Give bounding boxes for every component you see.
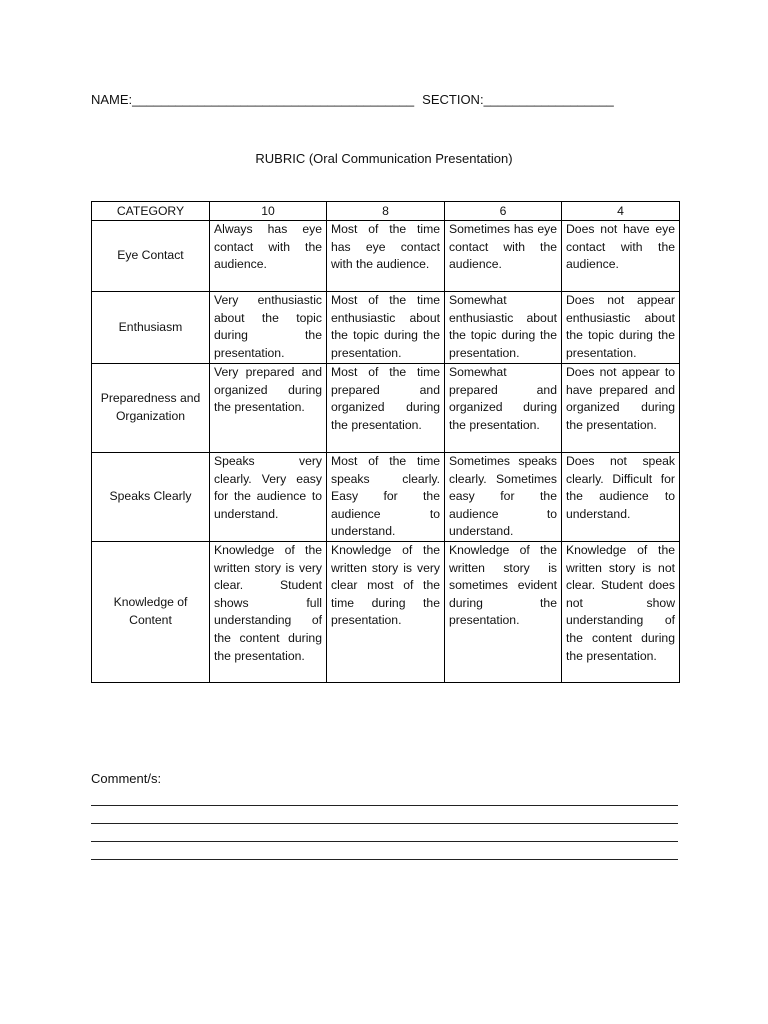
header-score-8: 8 [327,202,445,221]
rubric-row-knowledge [92,542,680,683]
name-blank[interactable]: _______________________________________ [132,92,415,107]
section-blank[interactable]: __________________ [483,92,614,107]
comment-line[interactable] [91,841,678,842]
page-title: RUBRIC (Oral Communication Presentation) [255,151,513,166]
criteria-cell: Does not speak clearly. Difficult for the audience to understand. [562,453,680,542]
rubric-header-row [92,202,680,221]
criteria-cell: Knowledge of the written story is very clear. Student shows full understanding of the content during the presentation. [210,542,327,683]
criteria-cell: Sometimes has eye contact with the audience. [445,221,562,292]
header-score-4: 4 [562,202,680,221]
rubric-row-preparedness [92,364,680,453]
criteria-cell: Does not have eye contact with the audience. [562,221,680,292]
criteria-cell: Somewhat enthusiastic about the topic during the presentation. [445,292,562,364]
comment-line[interactable] [91,859,678,860]
header-category: CATEGORY [92,202,210,221]
criteria-cell: Most of the time prepared and organized during the presentation. [327,364,445,453]
criteria-cell: Always has eye contact with the audience. [210,221,327,292]
criteria-cell: Knowledge of the written story is very clear most of the time during the presentation. [327,542,445,683]
category-label: Preparedness and Organization [92,364,210,453]
criteria-cell: Does not appear enthusiastic about the topic during the presentation. [562,292,680,364]
header-score-10: 10 [210,202,327,221]
category-label: Speaks Clearly [92,453,210,542]
criteria-cell: Does not appear to have prepared and organized during the presentation. [562,364,680,453]
comment-line[interactable] [91,805,678,806]
category-label: Eye Contact [92,221,210,292]
category-label: Knowledge of Content [92,542,210,683]
comments-label: Comment/s: [91,771,162,786]
section-label: SECTION: [422,92,484,107]
criteria-cell: Most of the time enthusiastic about the topic during the presentation. [327,292,445,364]
name-section-line [91,92,614,107]
criteria-cell: Somewhat prepared and organized during the presentation. [445,364,562,453]
rubric-row-enthusiasm [92,292,680,364]
criteria-cell: Very prepared and organized during the presentation. [210,364,327,453]
rubric-row-eye-contact [92,221,680,292]
header-score-6: 6 [445,202,562,221]
criteria-cell: Very enthusiastic about the topic during the presentation. [210,292,327,364]
criteria-cell: Most of the time has eye contact with the audience. [327,221,445,292]
comment-line[interactable] [91,823,678,824]
criteria-cell: Speaks very clearly. Very easy for the audience to understand. [210,453,327,542]
category-label: Enthusiasm [92,292,210,364]
rubric-row-speaks-clearly [92,453,680,542]
criteria-cell: Most of the time speaks clearly. Easy for the audience to understand. [327,453,445,542]
criteria-cell: Sometimes speaks clearly. Sometimes easy for the audience to understand. [445,453,562,542]
rubric-table [91,201,680,683]
name-label: NAME: [91,92,133,107]
criteria-cell: Knowledge of the written story is not clear. Student does not show understanding of the content during the presentation. [562,542,680,683]
criteria-cell: Knowledge of the written story is sometimes evident during the presentation. [445,542,562,683]
